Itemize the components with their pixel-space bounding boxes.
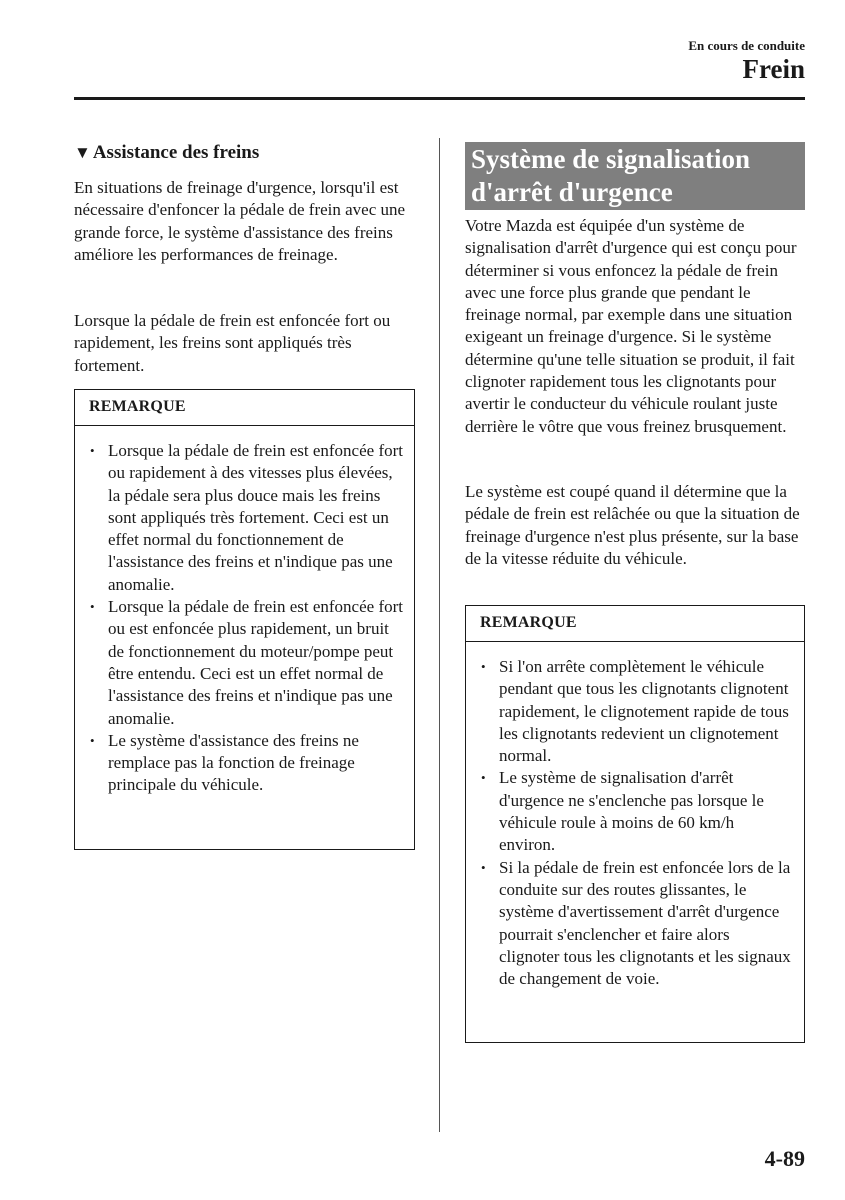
note-item-text: Si la pédale de frein est enfoncée lors de la conduite sur des routes glissantes, le système d'avertissement d'arrêt d'urgence pourrait s'enclencher et faire alors clignoter tous les clignotants et les signaux de changement de voie. [499, 857, 791, 989]
list-item [481, 656, 794, 767]
list-item [90, 730, 404, 797]
emergency-signal-paragraph-1: Votre Mazda est équipée d'un système de signalisation d'arrêt d'urgence qui est conçu pour déterminer si vous enfoncez la pédale de frein avec une force plus grande que pendant le freinage normal, par exemple dans une situation exigeant un freinage d'urgence. Si le système détermine qu'une telle situation se produit, il fait clignoter rapidement tous les clignotants pour avertir le conducteur du véhicule roulant juste derrière le vôtre que vous freinez brusquement. [465, 216, 797, 436]
heading-text: Assistance des freins [92, 142, 260, 163]
bullet-icon: • [481, 859, 486, 875]
note-box-left [74, 389, 415, 850]
bullet-icon: • [481, 770, 486, 786]
bullet-icon: • [90, 443, 95, 458]
note-list [75, 426, 414, 797]
note-item-text: Lorsque la pédale de frein est enfoncée fort ou est enfoncée plus rapidement, un bruit de fonctionnement du moteur/pompe peut être entendu. Ceci est un effet normal de l'assistance des freins et n'indique pas une anomalie. [108, 597, 403, 728]
note-box-right [465, 605, 805, 1043]
note-item-text: Si l'on arrête complètement le véhicule pendant que tous les clignotants clignotent rapidement, le clignotement rapide de tous les clignotants redevient un clignotement normal. [499, 657, 789, 766]
page-title: Frein [742, 54, 805, 84]
note-item-text: Le système de signalisation d'arrêt d'urgence ne s'enclenche pas lorsque le véhicule roule à moins de 60 km/h environ. [499, 768, 764, 855]
list-item [90, 440, 404, 596]
note-item-text: Le système d'assistance des freins ne remplace pas la fonction de freinage principale du véhicule. [108, 730, 359, 795]
bullet-icon: • [481, 659, 486, 674]
note-title: REMARQUE [466, 606, 804, 642]
emergency-signal-paragraph-2: Le système est coupé quand il détermine que la pédale de frein est relâchée ou que la situation de freinage d'urgence n'est plus présente, sur la base de la vitesse réduite du véhicule. [465, 482, 800, 568]
list-item [481, 857, 794, 991]
note-title: REMARQUE [75, 390, 414, 426]
brake-assist-paragraph-1: En situations de freinage d'urgence, lorsqu'il est nécessaire d'enfoncer la pédale de frein avec une grande force, le système d'assistance des freins améliore les performances de freinage. [74, 178, 406, 264]
column-divider [439, 138, 440, 1132]
bullet-icon: • [90, 732, 95, 748]
bullet-icon: • [90, 599, 95, 615]
note-item-text: Lorsque la pédale de frein est enfoncée fort ou rapidement à des vitesses plus élevées, la pédale sera plus douce mais les freins sont appliqués très fortement. Ceci est un effet normal du fonctionnement de l'assistance des freins et n'indique pas une anomalie. [108, 441, 403, 594]
triangle-down-icon: ▼ [74, 143, 91, 162]
list-item [90, 596, 404, 730]
list-item [481, 767, 794, 856]
page-number: 4-89 [764, 1146, 805, 1171]
section-name: En cours de conduite [688, 38, 805, 53]
section-heading-brake-assist [74, 142, 259, 164]
header-rule [74, 97, 805, 100]
section-banner-emergency-stop-signal: Système de signalisation d'arrêt d'urgence [465, 142, 805, 210]
brake-assist-paragraph-2: Lorsque la pédale de frein est enfoncée fort ou rapidement, les freins sont appliqués très fortement. [74, 311, 391, 375]
note-list [466, 642, 804, 990]
